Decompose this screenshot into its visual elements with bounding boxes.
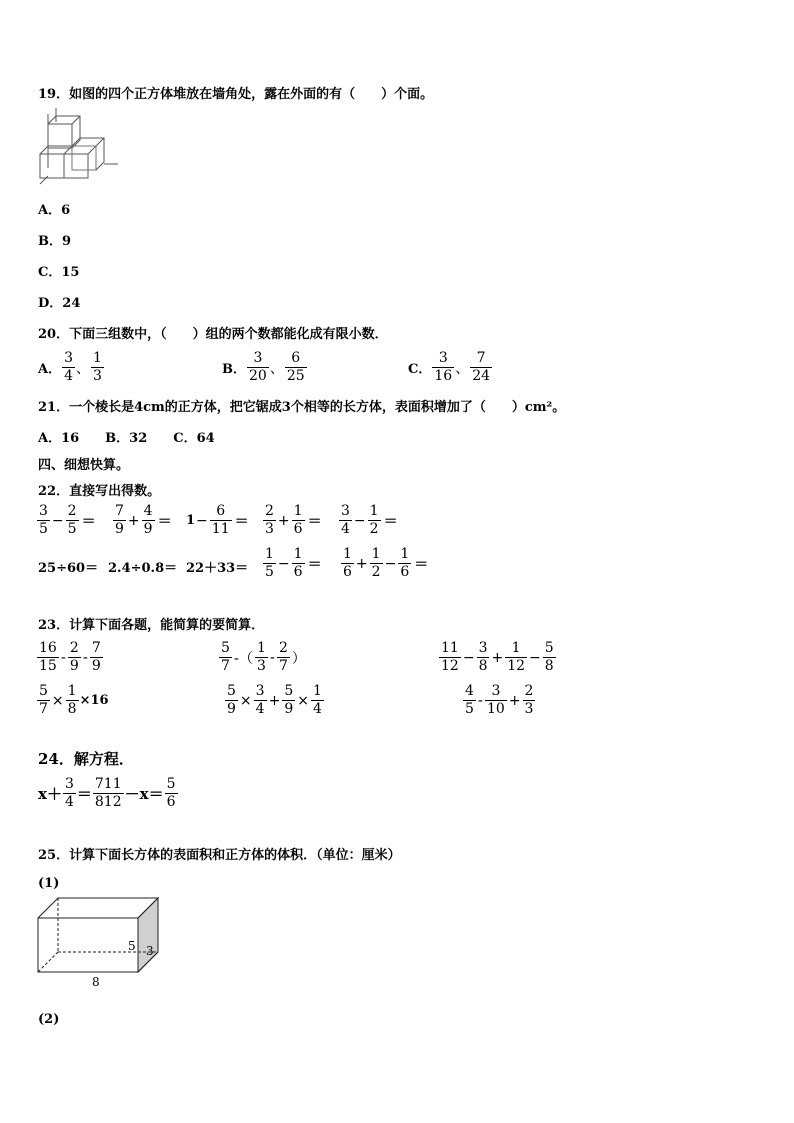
q25-part-1-label: (1) (38, 876, 60, 891)
q22-expr-1: $\frac{3}{5}$ − $\frac{2}{5}$ ＝ (39, 503, 96, 537)
q22-text: 22．直接写出得数。 (38, 484, 161, 499)
q24-text: 24．解方程． (38, 750, 134, 768)
cuboid-height-label: 3 (146, 944, 154, 958)
q22-expr-2: $\frac{7}{9}$ + $\frac{4}{9}$ ＝ (115, 503, 172, 537)
q23-expr-1: $\frac{16}{15}$ - $\frac{2}{9}$ - $\frac{7}{9}$ (39, 640, 101, 674)
q21-options: A．16 B．32 C．64 (38, 431, 215, 446)
q22-expr-8: 22＋33＝ (186, 561, 249, 576)
q23-expr-5: $\frac{5}{9}$ × $\frac{3}{4}$ + $\frac{5}{9}$ × $\frac{1}{4}$ (227, 683, 322, 717)
q23-expr-6: $\frac{4}{5}$ - $\frac{3}{10}$ + $\frac{2}{3}$ (465, 683, 534, 717)
q20-option-c: C． $\frac{3}{16}$ 、 $\frac{7}{24}$ (408, 350, 491, 384)
q20-text: 20．下面三组数中，（ ）组的两个数都能化成有限小数． (38, 327, 388, 342)
q22-expr-5: $\frac{3}{4}$ − $\frac{1}{2}$ ＝ (341, 503, 398, 537)
cuboid-figure (36, 896, 166, 990)
q24-equation: x＋ $\frac{3}{4}$ ＝ $\frac{711}{812}$ －x＝ $\frac{5}{6}$ (38, 776, 176, 810)
q19-option-b: B．9 (38, 234, 72, 249)
q23-expr-4: $\frac{5}{7}$ × $\frac{1}{8}$ ×16 (39, 683, 109, 717)
q22-expr-3: 1 − $\frac{6}{11}$ ＝ (186, 503, 249, 537)
q19-text: 19．如图的四个正方体堆放在墙角处，露在外面的有（ ）个面。 (38, 87, 434, 102)
q25-text: 25．计算下面长方体的表面积和正方体的体积．（单位：厘米） (38, 848, 401, 863)
q25-part-2-label: (2) (38, 1012, 60, 1027)
q23-expr-3: $\frac{11}{12}$ − $\frac{3}{8}$ + $\frac{1}{12}$ − $\frac{5}{8}$ (441, 640, 554, 674)
q23-text: 23．计算下面各题，能简算的要简算． (38, 618, 265, 633)
cuboid-length-label: 8 (92, 975, 100, 989)
q19-option-a: A．6 (38, 203, 71, 218)
q22-expr-10: $\frac{1}{6}$ + $\frac{1}{2}$ − $\frac{1}{6}$ ＝ (343, 546, 429, 580)
q19-option-c: C．15 (38, 265, 80, 280)
q22-expr-6: 25÷60＝ (38, 561, 99, 576)
cuboid-width-label: 5 (128, 939, 136, 953)
q22-expr-9: $\frac{1}{5}$ − $\frac{1}{6}$ ＝ (265, 546, 322, 580)
q21-text: 21．一个棱长是4cm的正方体，把它锯成3个相等的长方体，表面积增加了（ ）cm²。 (38, 400, 566, 415)
q20-option-b: B． $\frac{3}{20}$ 、 $\frac{6}{25}$ (222, 350, 305, 384)
q23-expr-2: $\frac{5}{7}$ -（ $\frac{1}{3}$ - $\frac{2}{7}$ ） (221, 640, 306, 674)
q19-option-d: D．24 (38, 296, 81, 311)
q22-expr-7: 2.4÷0.8＝ (108, 561, 178, 576)
q20-option-a: A． $\frac{3}{4}$ 、 $\frac{1}{3}$ (38, 350, 102, 384)
q22-expr-4: $\frac{2}{3}$ + $\frac{1}{6}$ ＝ (265, 503, 322, 537)
section-heading: 四、细想快算。 (38, 458, 130, 473)
stacked-cubes-figure (36, 108, 122, 188)
